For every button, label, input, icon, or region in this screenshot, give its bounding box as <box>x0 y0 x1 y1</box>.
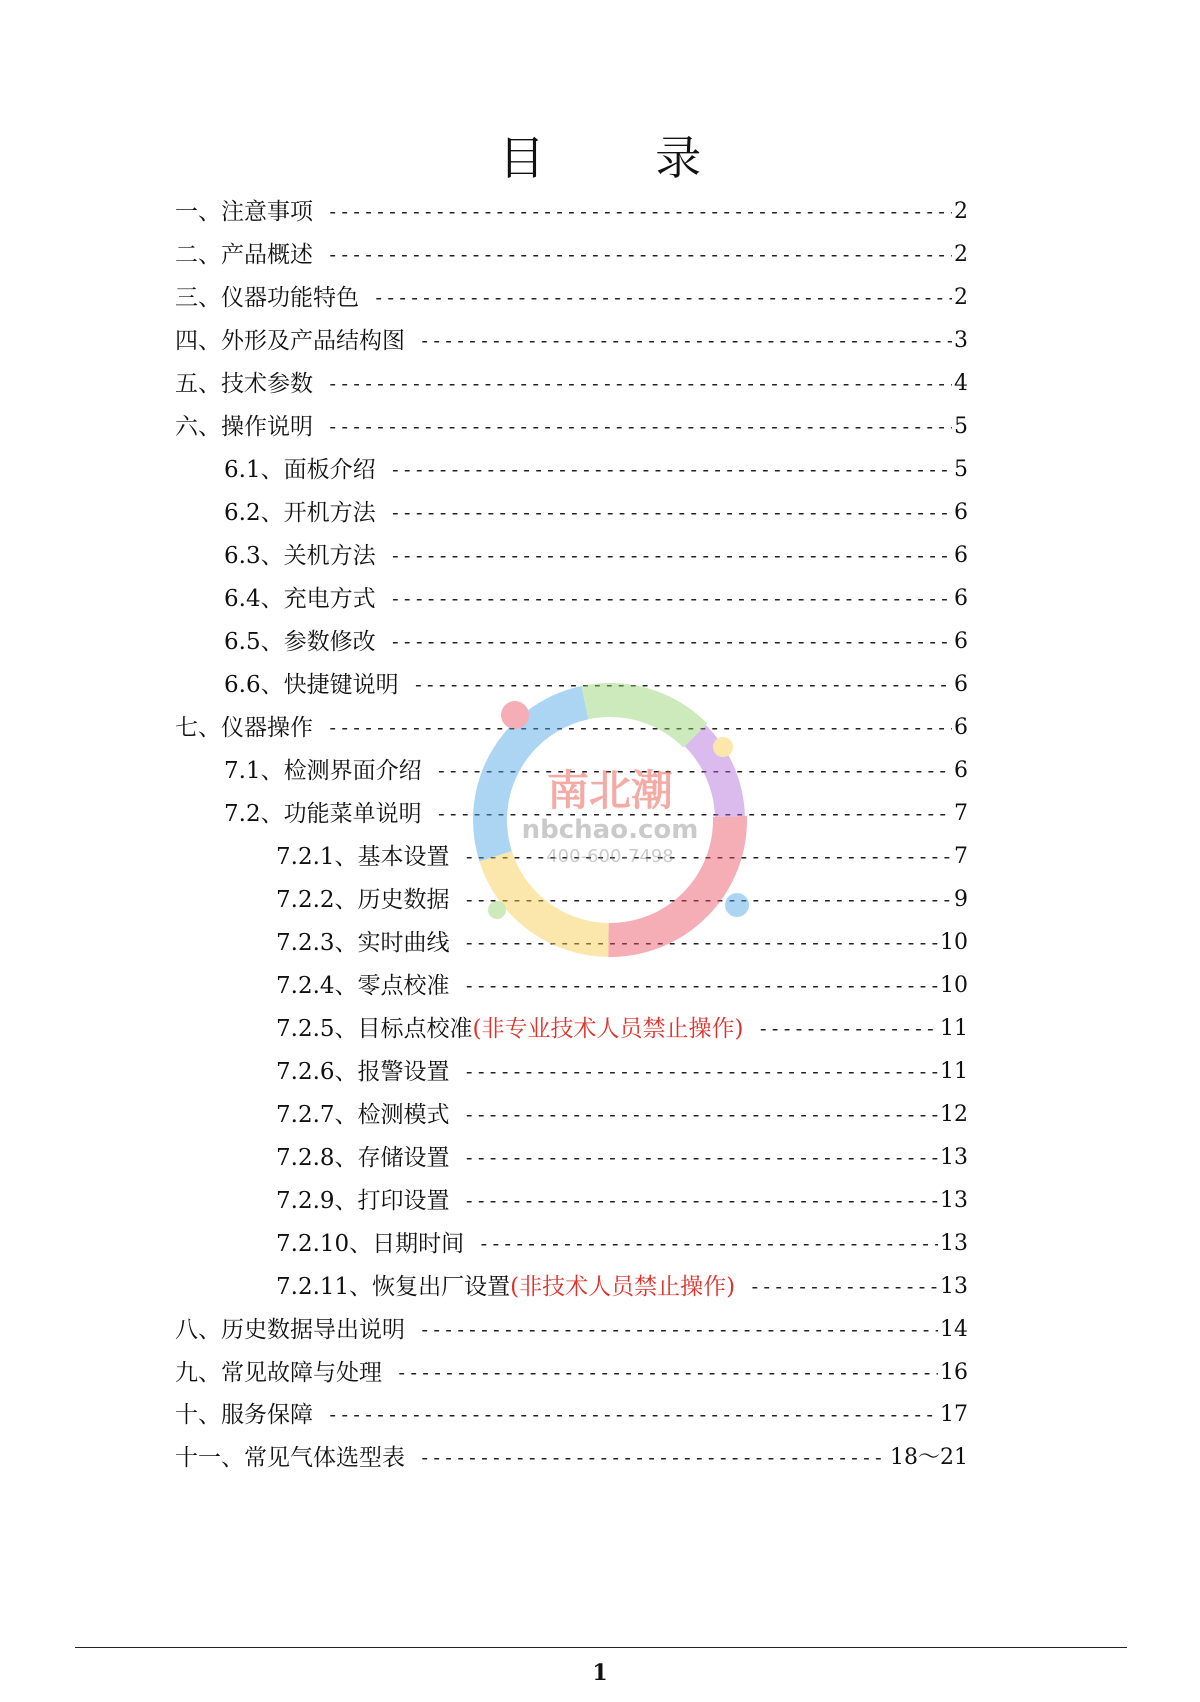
toc-leader <box>413 665 952 705</box>
toc-label: 7.2.8、存储设置 <box>276 1145 450 1171</box>
toc-leader <box>390 493 952 533</box>
toc-entry[interactable] <box>224 622 968 662</box>
toc-label: 6.3、关机方法 <box>224 543 376 569</box>
toc-leader <box>419 321 952 361</box>
toc-entry[interactable] <box>175 192 968 232</box>
toc-label: 三、仪器功能特色 <box>175 285 359 311</box>
toc-label: 7.2.11、恢复出厂设置 <box>276 1274 511 1300</box>
toc-entry[interactable] <box>224 450 968 490</box>
toc-entry[interactable] <box>276 966 968 1006</box>
toc-page-number: 10 <box>940 930 968 955</box>
toc-label: 7.2.3、实时曲线 <box>276 930 450 956</box>
toc-page-number: 17 <box>940 1402 968 1427</box>
toc-label: 7.2.4、零点校准 <box>276 973 450 999</box>
toc-entry[interactable] <box>224 665 968 705</box>
toc-entry[interactable] <box>276 1138 968 1178</box>
toc-entry[interactable] <box>276 1267 968 1307</box>
toc-leader <box>464 837 952 877</box>
watermark-site-text: nbchao.com <box>521 815 699 845</box>
toc-warning-note: (非技术人员禁止操作) <box>510 1274 736 1300</box>
toc-page-number: 6 <box>954 543 968 568</box>
toc-leader <box>464 1138 938 1178</box>
toc-label: 7.2.9、打印设置 <box>276 1188 450 1214</box>
toc-leader <box>464 1052 938 1092</box>
toc-leader <box>464 966 938 1006</box>
toc-page-number: 18～21 <box>890 1445 968 1470</box>
toc-leader <box>464 880 952 920</box>
toc-page-number: 7 <box>954 801 968 826</box>
toc-leader <box>390 450 952 490</box>
toc-label: 四、外形及产品结构图 <box>175 328 405 354</box>
toc-page-number: 3 <box>954 328 968 353</box>
toc-leader <box>478 1224 938 1264</box>
toc-page-number: 13 <box>940 1231 968 1256</box>
toc-entry[interactable] <box>276 1009 968 1049</box>
toc-page-number: 16 <box>940 1360 968 1385</box>
toc-entry[interactable] <box>175 1353 968 1393</box>
toc-entry[interactable] <box>175 321 968 361</box>
toc-page-number: 11 <box>940 1016 968 1041</box>
toc-label: 十、服务保障 <box>175 1402 313 1428</box>
toc-leader <box>757 1009 938 1049</box>
toc-leader <box>419 1438 888 1478</box>
watermark-phone-text: 400-600-7498 <box>546 846 674 867</box>
toc-entry[interactable] <box>276 880 968 920</box>
toc-entry[interactable] <box>224 536 968 576</box>
toc-leader <box>464 923 938 963</box>
toc-entry[interactable] <box>276 1052 968 1092</box>
toc-page-number: 7 <box>954 844 968 869</box>
toc-label: 二、产品概述 <box>175 242 313 268</box>
toc-label: 7.2.6、报警设置 <box>276 1059 450 1085</box>
toc-leader <box>464 1181 938 1221</box>
toc-entry[interactable] <box>276 837 968 877</box>
toc-page-number: 12 <box>940 1102 968 1127</box>
toc-label: 七、仪器操作 <box>175 715 313 741</box>
toc-label: 7.2、功能菜单说明 <box>224 801 422 827</box>
toc-leader <box>390 579 952 619</box>
toc-leader <box>749 1267 938 1307</box>
toc-label: 一、注意事项 <box>175 199 313 225</box>
toc-leader <box>327 407 952 447</box>
toc-page-number: 6 <box>954 586 968 611</box>
toc-page-number: 5 <box>954 414 968 439</box>
toc-leader <box>390 622 952 662</box>
toc-entry[interactable] <box>175 278 968 318</box>
toc-label: 7.2.10、日期时间 <box>276 1231 465 1257</box>
toc-page-number: 2 <box>954 199 968 224</box>
toc-entry[interactable] <box>175 1438 968 1478</box>
toc-label: 6.4、充电方式 <box>224 586 376 612</box>
toc-label: 7.1、检测界面介绍 <box>224 758 422 784</box>
toc-page-number: 9 <box>954 887 968 912</box>
toc-page-number: 11 <box>940 1059 968 1084</box>
toc-label: 7.2.5、目标点校准 <box>276 1016 473 1042</box>
toc-entry[interactable] <box>224 493 968 533</box>
toc-page-number: 10 <box>940 973 968 998</box>
toc-label: 6.1、面板介绍 <box>224 457 376 483</box>
toc-page-number: 13 <box>940 1188 968 1213</box>
toc-entry[interactable] <box>175 1395 968 1435</box>
toc-page-number: 4 <box>954 371 968 396</box>
toc-label: 九、常见故障与处理 <box>175 1360 382 1386</box>
toc-label: 7.2.1、基本设置 <box>276 844 450 870</box>
toc-leader <box>419 1310 938 1350</box>
toc-label: 五、技术参数 <box>175 371 313 397</box>
toc-entry[interactable] <box>224 579 968 619</box>
toc-leader <box>373 278 952 318</box>
toc-entry[interactable] <box>175 407 968 447</box>
toc-label: 7.2.2、历史数据 <box>276 887 450 913</box>
footer-divider <box>75 1647 1127 1648</box>
page-number: 1 <box>592 1660 608 1686</box>
toc-leader <box>327 364 952 404</box>
toc-page-number: 5 <box>954 457 968 482</box>
toc-leader <box>327 192 952 232</box>
toc-entry[interactable] <box>276 1224 968 1264</box>
toc-entry[interactable] <box>276 1095 968 1135</box>
page-title: 目 录 <box>498 131 750 185</box>
toc-entry[interactable] <box>276 923 968 963</box>
toc-leader <box>327 1395 938 1435</box>
toc-entry[interactable] <box>224 794 968 834</box>
toc-page-number: 6 <box>954 672 968 697</box>
toc-leader <box>464 1095 938 1135</box>
toc-leader <box>396 1353 938 1393</box>
toc-entry[interactable] <box>175 235 968 275</box>
toc-page-number: 6 <box>954 500 968 525</box>
toc-page-number: 2 <box>954 242 968 267</box>
toc-leader <box>436 751 952 791</box>
toc-label: 6.5、参数修改 <box>224 629 376 655</box>
toc-page-number: 6 <box>954 715 968 740</box>
toc-page-number: 14 <box>940 1317 968 1342</box>
toc-page-number: 6 <box>954 629 968 654</box>
toc-leader <box>390 536 952 576</box>
toc-label: 六、操作说明 <box>175 414 313 440</box>
toc-label: 6.2、开机方法 <box>224 500 376 526</box>
toc-label: 十一、常见气体选型表 <box>175 1445 405 1471</box>
toc-entry[interactable] <box>175 1310 968 1350</box>
toc-leader <box>327 708 952 748</box>
toc-page-number: 2 <box>954 285 968 310</box>
toc-page-number: 13 <box>940 1274 968 1299</box>
toc-entry[interactable] <box>224 751 968 791</box>
toc-leader <box>436 794 952 834</box>
watermark-brand-text: 南北潮 <box>546 766 674 815</box>
toc-entry[interactable] <box>175 364 968 404</box>
toc-label: 6.6、快捷键说明 <box>224 672 399 698</box>
toc-page-number: 13 <box>940 1145 968 1170</box>
toc-leader <box>327 235 952 275</box>
toc-warning-note: (非专业技术人员禁止操作) <box>472 1016 744 1042</box>
toc-label: 八、历史数据导出说明 <box>175 1317 405 1343</box>
toc-entry[interactable] <box>175 708 968 748</box>
toc-page-number: 6 <box>954 758 968 783</box>
toc-label: 7.2.7、检测模式 <box>276 1102 450 1128</box>
toc-entry[interactable] <box>276 1181 968 1221</box>
